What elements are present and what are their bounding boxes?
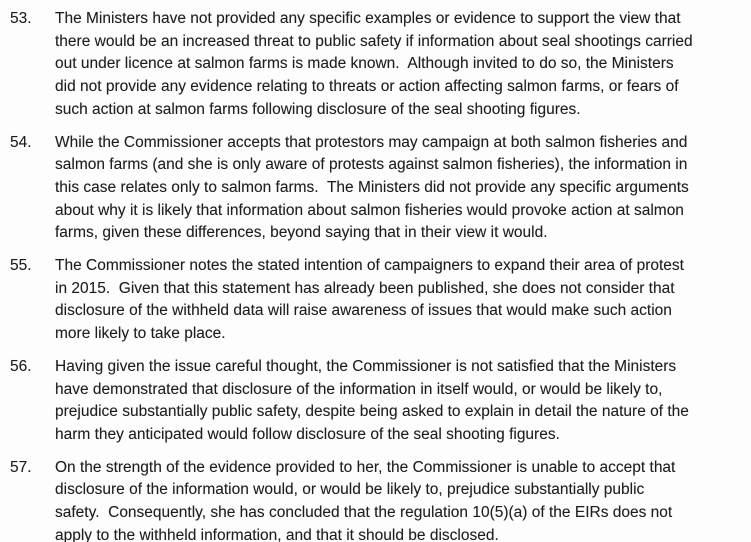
text-line: prejudice substantially public safety, despite being asked to explain in detail the nature of the: [55, 403, 689, 421]
text-line: this case relates only to salmon farms. The Ministers did not provide any specific arguments: [55, 178, 689, 196]
paragraph-number: 54.: [10, 133, 32, 151]
paragraph-number: 56.: [10, 357, 32, 375]
text-line: salmon farms (and she is only aware of protests against salmon fisheries), the information in: [55, 156, 688, 174]
text-line: more likely to take place.: [55, 325, 226, 343]
text-line: about why it is likely that information about salmon fisheries would provoke action at salmon: [55, 201, 684, 219]
text-line: On the strength of the evidence provided to her, the Commissioner is unable to accept that: [55, 458, 676, 476]
paragraph-number: 55.: [10, 257, 32, 275]
paragraph-number: 53.: [10, 10, 32, 27]
text-line: such action at salmon farms following disclosure of the seal shooting figures.: [55, 100, 581, 118]
paragraph: [10, 356, 751, 447]
text-line: farms, given these differences, beyond saying that in their view it would.: [55, 224, 548, 242]
text-line: in 2015. Given that this statement has already been published, she does not consider that: [55, 279, 675, 297]
text-line: safety. Consequently, she has concluded that the regulation 10(5)(a) of the EIRs does not: [55, 504, 673, 522]
paragraph-text: [55, 132, 751, 246]
text-line: out under licence at salmon farms is made known. Although invited to do so, the Ministers: [55, 55, 674, 73]
text-line: there would be an increased threat to public safety if information about seal shootings carried: [55, 32, 693, 50]
paragraph-list: [10, 8, 751, 542]
text-line: disclosure of the withheld data will raise awareness of issues that would make such action: [55, 302, 672, 320]
paragraph: [10, 132, 751, 246]
paragraph-text: [55, 457, 751, 542]
paragraph-text: [55, 356, 751, 447]
text-line: harm they anticipated would follow disclosure of the seal shooting figures.: [55, 425, 560, 443]
text-line: While the Commissioner accepts that protestors may campaign at both salmon fisheries and: [55, 133, 688, 151]
paragraph: [10, 8, 751, 122]
text-line: apply to the withheld information, and that it should be disclosed.: [55, 526, 499, 542]
paragraph-text: [55, 8, 751, 122]
paragraph: [10, 255, 751, 346]
text-line: disclosure of the information would, or would be likely to, prejudice substantially public: [55, 481, 645, 499]
text-line: did not provide any evidence relating to threats or action affecting salmon farms, or fears of: [55, 78, 679, 96]
text-line: The Commissioner notes the stated intention of campaigners to expand their area of protest: [55, 257, 684, 275]
paragraph-number: 57.: [10, 458, 32, 476]
paragraph: [10, 457, 751, 542]
text-line: Having given the issue careful thought, the Commissioner is not satisfied that the Ministers: [55, 357, 677, 375]
paragraph-text: [55, 255, 751, 346]
text-line: The Ministers have not provided any specific examples or evidence to support the view that: [55, 10, 681, 27]
text-line: have demonstrated that disclosure of the information in itself would, or would be likely to,: [55, 380, 663, 398]
